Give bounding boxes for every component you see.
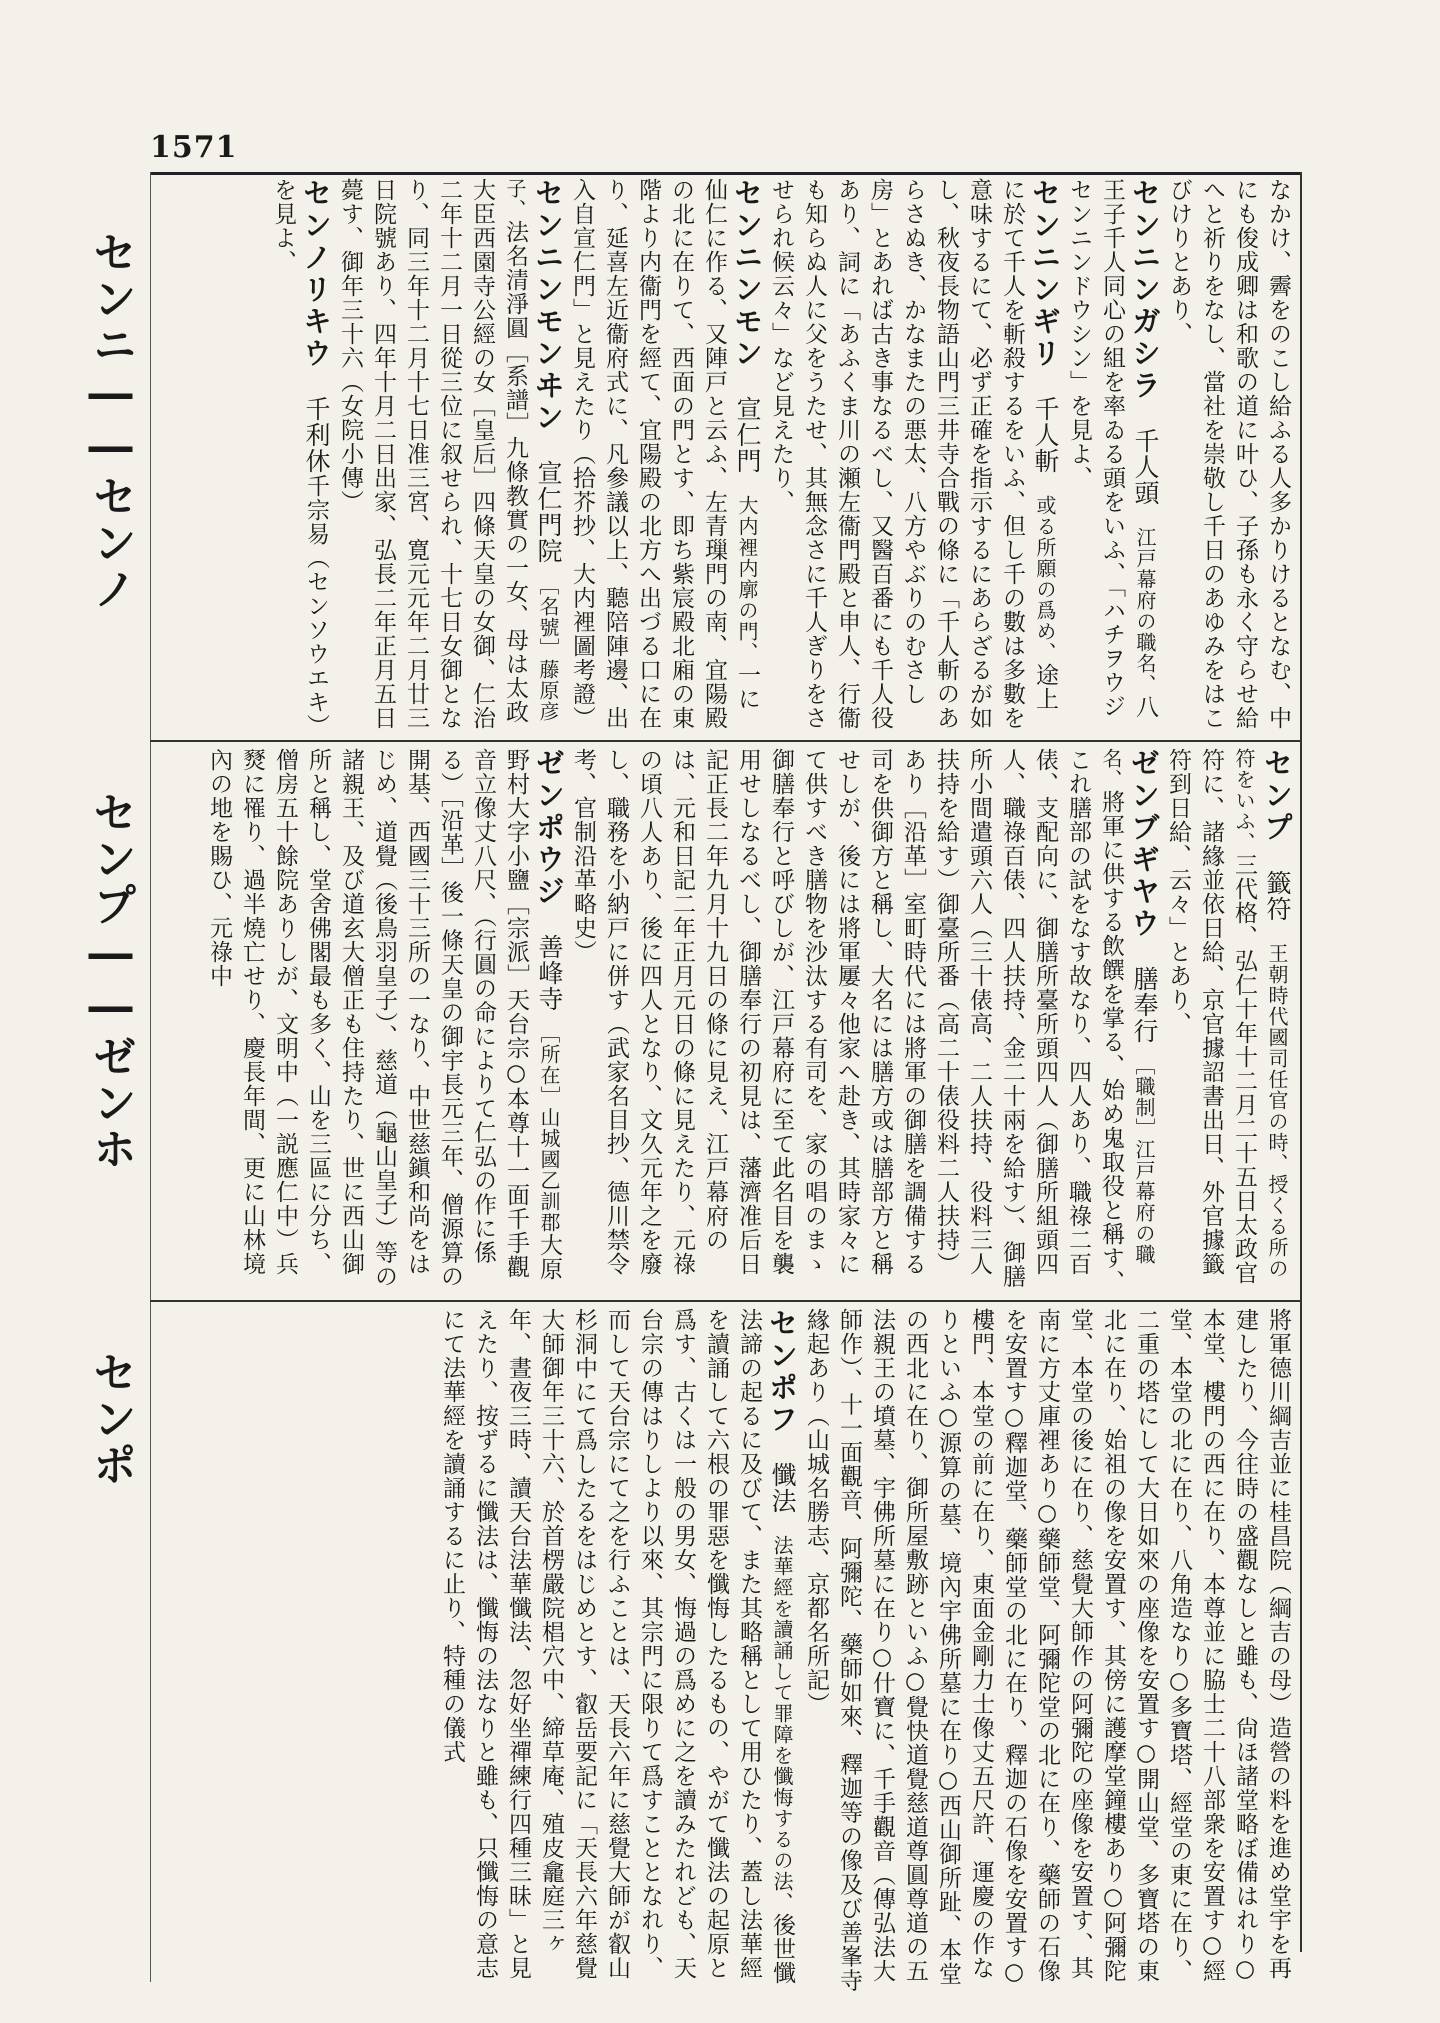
section-divider-lower [150,1300,1300,1302]
upper-continuation: なかけ、霽をのこし給ふる人多かりけるとなむ、中にも俊成卿は和歌の道に叶ひ、子孫も永く守らせ給へと祈りをなし、當社を崇敬し千日のあゆみをはこびけりとあり、 [1166,178,1291,730]
entry-gloss: 或る所願の爲め、 [1033,495,1057,663]
headword-kanji: 千人頭 [1131,428,1160,506]
lower-section [158,1308,1294,1998]
headword: センニンモンヰン [531,178,565,434]
headword-kanji: 膳奉行 [1130,966,1159,1044]
headword: ゼンブギヤウ [1127,748,1161,940]
headword: センニンモン [730,178,764,370]
running-head-lower: センポ [85,1350,136,1488]
upper-section [158,178,1294,734]
frame-right-rule [1300,172,1302,1952]
entry-gloss: 法華經を讀誦して罪障を懺悔するの法、 [770,1535,794,1913]
entry-body: 三代格、弘仁十年十二月二十五日太政官符に、諸緣並依日給、京官據詔書出日、外官據籤符到日給、云々」とあり、 [1165,748,1257,1285]
entry-gloss: ［名號］藤原彦子、 [503,178,560,722]
entry-sen-nin-gashira [1062,178,1162,734]
entry-gloss: 王朝時代國司任官の時、授くる所の符をいふ、 [1232,748,1289,1279]
entry-senpu [1161,748,1294,1294]
lower-continuation: 將軍德川綱吉並に桂昌院（綱吉の母）造營の料を進め堂宇を再建したり、今往時の盛觀なしと雖も、尙ほ諸堂略ぼ備はれり○本堂、樓門の西に在り、本尊並に脇士二十八部衆を安置す○經堂、本堂の北に在り、八角造なり○多寶塔、經堂の東に在り、二重の塔にして大日如來の座像を安置す○開山堂、多寶塔の東北に在り、始祖の像を安置す、其傍に護摩堂鐘樓あり○阿彌陀堂、本堂の後に在り、慈覺大師作の阿彌陀の座像を安置す、其南に方丈庫裡あり○藥師堂、阿彌陀堂の北に在り、藥師の石像を安置す○釋迦堂、藥師堂の北に在り、釋迦の石像を安置す○樓門、本堂の前に在り、東面金剛力士像丈五尺許、運慶の作なりといふ○源算の墓、境內宇佛所墓に在り○西山御所趾、本堂の西北に在り、御所屋敷跡といふ○覺快道覺慈道尊圓尊道の五法親王の墳墓、宇佛所墓に在り○什寶に、千手觀音（傳弘法大師作）、十一面觀音、阿彌陀、藥師如來、釋迦等の像及び善峯寺緣起あり（山城名勝志、京都名所記） [803,1308,1291,1993]
running-head-middle: センプ――ゼンホ [85,790,136,1172]
headword: センプ [1260,748,1294,844]
entry-body: 千宗易（センソウエキ）を見よ、 [270,178,329,727]
entry-body: 大原野村大字小鹽［宗派］天台宗○本尊十一面千手觀音立像丈八尺、（行圓の命によりて仁弘の作に係る）［沿革］後一條天皇の御宇長元三年、僧源算の開基、西國三十三所の一なり、中世慈鎭和尚をはじめ、道覺（後鳥羽皇子）、慈道（龜山皇子）等の諸親王、及び道玄大僧正も住持たり、世に西山御所と稱し、堂舍佛閣最も多く、山を三區に分ち、僧房五十餘院ありしが、文明中（一説應仁中）兵燹に罹り、過半燒亡せり、慶長年間、更に山林境內の地を賜ひ、元祿中 [206,748,562,1289]
entry-gloss: ［職制］江戸幕府の職名、 [1099,748,1156,1265]
entry-body: 後世懺法諦の起るに及びて、また其略稱として用ひたり、蓋し法華經を讀誦して六根の罪惡を懺悔したるもの、やがて懺法の起原と爲す、古くは一般の男女、悔過の爲めに之を讀みたれども、天台宗の傳はりしより以來、其宗門に限りて爲すこととなれり、而して天台宗にて之を行ふことは、天長六年に慈覺大師が叡山杉洞中にて爲したるをはじめとす、叡岳要記に「天長六年慈覺大師御年三十六、於首楞嚴院椙穴中、締草庵、殖皮龕庭三ヶ年、晝夜三時、讀天台法華懺法、忽好坐禪練行四種三昧」と見えたり、按ずるに懺法は、懺悔の法なりと雖も、只懺悔の意志にて法華經を讀誦するに止り、特種の儀式 [439,1308,795,1985]
frame-left-rule [150,172,151,1982]
section-divider-upper [150,740,1300,742]
headword: センノリキウ [299,178,333,370]
headword-kanji: 宣仁門 [733,396,762,474]
headword: センニンガシラ [1128,178,1162,402]
headword-kanji: 籤符 [1263,870,1292,922]
page-number: 1571 [150,130,238,165]
headword-kanji: 宣仁門院 [534,460,563,564]
entry-body: 八王子千人同心の組を率ゐる頭をいふ、「ハチヲウジセンニンドウシン」を見よ、 [1066,178,1158,719]
entry-sen-nin-mon-in [333,178,565,734]
headword-kanji: 懺法 [768,1462,797,1514]
headword: センニンギリ [1028,178,1062,370]
entry-body: 法名清淨圓［系譜］九條教實の一女、母は太政大臣西園寺公經の女［皇后］四條天皇の女御、仁治二年十二月一日從三位に叙せられ、十七日女御となり、同三年十二月十七日准三宮、寛元元年二月廿三日院號あり、四年十月二日出家、弘長二年正月五日薨す、御年三十六（女院小傳） [337,178,528,730]
entry-sen-nin-giri [764,178,1062,734]
frame-top-rule [150,172,1300,175]
headword: ゼンポウジ [532,748,566,908]
entry-body: 將軍に供する飲饌を掌る、始め鬼取役と稱す、これ膳部の試をなす故なり、四人あり、職祿二百俵、支配向に、御膳所臺所頭四人（御膳所組頭四人、職祿百俵、四人扶持、金二十兩を給す）、御膳所小間遣頭六人（三十俵高、二人扶持、役料三人扶持を給す）御臺所番（高二十俵役料二人扶持）あり［沿革］室町時代には將軍の御膳を調備する司を供御方と稱し、大名には膳方或は膳部方と稱せしが、後には將軍屢々他家へ赴き、其時家々にて供すべき膳物を沙汰する有司を、家の唱のまゝ御膳奉行と呼びしが、江戸幕府に至て此名目を襲用せしなるべし、御膳奉行の初見は、藩濟准后日記正長二年九月十九日の條に見え、江戸幕府のは、元和日記二年正月元日の條に見えたり、元祿の頃八人あり、後に四人となり、文久元年之を廢し、職務を小納戸に併す（武家名目抄、德川禁令考、官制沿革略史） [570,748,1124,1294]
entry-body: 途上に於て千人を斬殺するをいふ、但し千の數は多數を意味するにて、必ず正確を指示するにあらざるが如し、秋夜長物語山門三井寺合戰の條に「千人斬のあらさぬき、かなまたの悪太、八方やぶりのむさし房」とあれば古き事なるべし、又醫百番にも千人役あり、詞に「あふくま川の瀬左衞門殿と申人、行衞も知らぬ人に父をうたせ、其無念さに千人ぎりをさせられ候云々」など見えたり、 [768,178,1058,730]
headword: センポフ [765,1308,799,1436]
running-head-upper: センニ――センノ [85,230,136,612]
entry-zenpoji [202,748,566,1294]
entry-gloss: ［所在］山城國乙訓郡 [537,1033,561,1233]
entry-senpo [435,1308,799,1998]
headword-kanji: 千利休 [302,396,331,474]
headword-kanji: 千人斬 [1031,396,1060,474]
headword-kanji: 善峰寺 [535,934,564,1012]
entry-sen-no-rikyu [266,178,333,734]
entry-body: 一に仙仁に作る、又陣戸と云ふ、左青璅門の南、宜陽殿の北に在りて、西面の門とす、即ち紫宸殿北廂の東階より内衞門を經て、宜陽殿の北方へ出づる口に在り、延喜左近衞府式に、凡參議以上、聽陪陣邊、出入自宣仁門」と見えたり（拾芥抄、大内裡圖考證） [569,178,760,730]
entry-sen-nin-mon [565,178,764,734]
entry-gloss: 江戸幕府の職名、 [1133,527,1157,695]
entry-zen-bugyo [566,748,1161,1294]
middle-section [158,748,1294,1294]
entry-gloss: 大内裡内廓の門、 [735,495,759,663]
